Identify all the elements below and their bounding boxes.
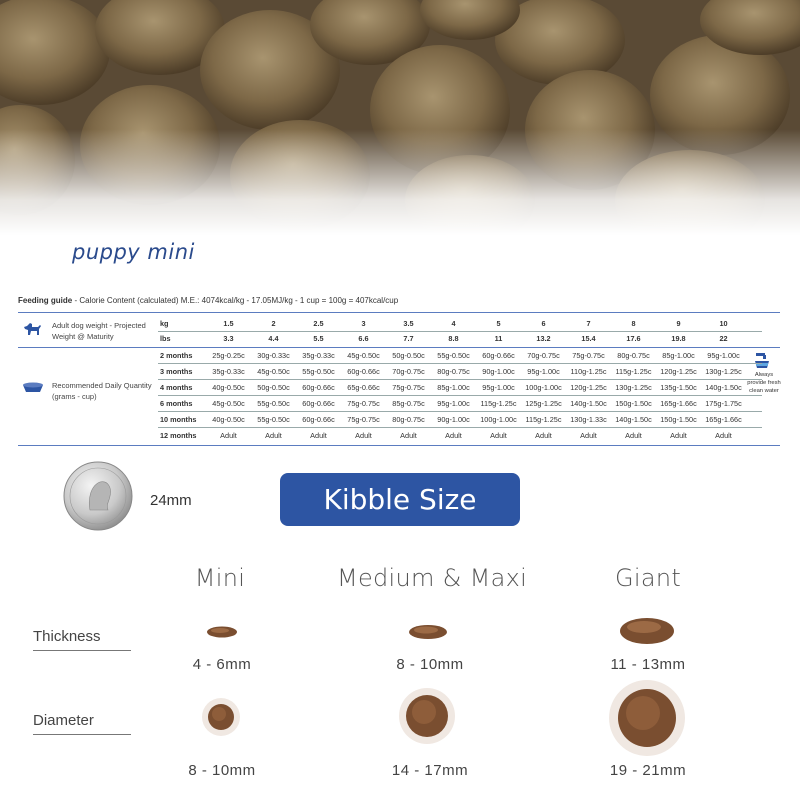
medium-maxi-kibble-thickness-icon: [406, 622, 450, 642]
feeding-table: [18, 312, 780, 446]
table-cell: 70g-0.75c: [527, 351, 560, 360]
table-cell: 17.6: [626, 334, 641, 343]
table-row: [158, 412, 762, 428]
table-cell: 75g-0.75c: [392, 383, 425, 392]
table-cell: Adult: [310, 431, 327, 440]
column-giant-title: Giant: [614, 564, 682, 592]
giant-kibble-diameter-icon: [604, 678, 690, 758]
table-cell: 2.5: [313, 319, 324, 328]
coin-size-label: 24mm: [150, 492, 192, 509]
table-cell: 55g-0.50c: [257, 415, 290, 424]
table-cell: 95g-1.00c: [437, 399, 470, 408]
table-cell: Adult: [670, 431, 687, 440]
table-cell: 80g-0.75c: [617, 351, 650, 360]
diameter-rule: [33, 734, 131, 735]
feeding-guide-heading: [18, 296, 398, 305]
table-cell: 55g-0.50c: [437, 351, 470, 360]
table-row: [158, 428, 762, 444]
table-cell: 100g-1.00c: [480, 415, 517, 424]
medium-maxi-kibble-diameter-icon: [396, 686, 458, 746]
adult-weight-label-line2: Weight @ Maturity: [52, 332, 114, 341]
table-cell: 3: [361, 319, 366, 328]
table-cell: 60g-0.66c: [302, 399, 335, 408]
table-cell: 10: [719, 319, 728, 328]
table-cell: 60g-0.66c: [347, 367, 380, 376]
table-cell: 115g-1.25c: [615, 367, 652, 376]
table-cell: 15.4: [581, 334, 596, 343]
row-label: 6 months: [160, 399, 193, 408]
table-cell: 7: [586, 319, 591, 328]
weight-kg-row: [158, 316, 762, 332]
table-cell: 6.6: [358, 334, 369, 343]
table-cell: 45g-0.50c: [257, 367, 290, 376]
daily-quantity-label-line1: Recommended Daily Quantity: [52, 381, 152, 390]
table-cell: 85g-0.75c: [392, 399, 425, 408]
giant-diameter-value: 19 - 21mm: [609, 762, 687, 779]
table-cell: 165g-1.66c: [660, 399, 697, 408]
calorie-content-text: - Calorie Content (calculated) M.E.: 4074kcal/kg - 17.05MJ/kg - 1 cup = 100g = 407kcal/cup: [72, 296, 399, 305]
table-cell: 140g-1.50c: [570, 399, 607, 408]
mini-thickness-value: 4 - 6mm: [192, 656, 252, 673]
fresh-water-line3: clean water: [749, 388, 779, 394]
table-row: [158, 348, 762, 364]
table-cell: 80g-0.75c: [437, 367, 470, 376]
row-label: 4 months: [160, 383, 193, 392]
table-cell: 60g-0.66c: [482, 351, 515, 360]
row-label: 12 months: [160, 431, 197, 440]
table-cell: 30g-0.33c: [257, 351, 290, 360]
quarter-coin-icon: [60, 460, 138, 532]
table-cell: Adult: [490, 431, 507, 440]
table-cell: 7.7: [403, 334, 414, 343]
table-cell: 110g-1.25c: [570, 367, 607, 376]
table-cell: 70g-0.75c: [392, 367, 425, 376]
medium-maxi-diameter-value: 14 - 17mm: [391, 762, 469, 779]
medium-maxi-thickness-value: 8 - 10mm: [396, 656, 464, 673]
table-cell: 50g-0.50c: [257, 383, 290, 392]
table-cell: 140g-1.50c: [705, 383, 742, 392]
table-cell: Adult: [265, 431, 282, 440]
table-cell: Adult: [445, 431, 462, 440]
column-medium-maxi-title: Medium & Maxi: [336, 564, 528, 592]
table-cell: 95g-1.00c: [707, 351, 740, 360]
table-cell: 3.5: [403, 319, 414, 328]
table-cell: 95g-1.00c: [527, 367, 560, 376]
table-cell: 95g-1.00c: [482, 383, 515, 392]
table-cell: 25g-0.25c: [212, 351, 245, 360]
hero-fade-overlay: [0, 0, 800, 235]
thickness-rule: [33, 650, 131, 651]
table-cell: 35g-0.33c: [212, 367, 245, 376]
table-cell: Adult: [715, 431, 732, 440]
table-cell: 120g-1.25c: [660, 367, 697, 376]
table-cell: 6: [541, 319, 546, 328]
table-cell: 4.4: [268, 334, 279, 343]
table-cell: 35g-0.33c: [302, 351, 335, 360]
table-row: [158, 364, 762, 380]
table-cell: 120g-1.25c: [570, 383, 607, 392]
table-cell: 150g-1.50c: [615, 399, 652, 408]
table-cell: 75g-0.75c: [572, 351, 605, 360]
table-cell: 75g-0.75c: [347, 399, 380, 408]
table-cell: 130g-1.33c: [570, 415, 607, 424]
table-cell: 4: [451, 319, 456, 328]
row-label: 10 months: [160, 415, 197, 424]
table-cell: Adult: [580, 431, 597, 440]
table-cell: Adult: [220, 431, 237, 440]
table-cell: 1.5: [223, 319, 234, 328]
table-cell: 85g-1.00c: [437, 383, 470, 392]
kibble-size-banner: Kibble Size: [280, 473, 520, 526]
table-cell: 45g-0.50c: [212, 399, 245, 408]
feeding-guide-title: Feeding guide: [18, 296, 73, 305]
table-cell: 115g-1.25c: [480, 399, 517, 408]
table-cell: 5.5: [313, 334, 324, 343]
fresh-water-line2: provide fresh: [747, 380, 781, 386]
dog-icon: [22, 321, 42, 337]
table-cell: Adult: [535, 431, 552, 440]
row-label: 2 months: [160, 351, 193, 360]
table-cell: 90g-1.00c: [482, 367, 515, 376]
fresh-water-line1: Always: [754, 372, 774, 378]
table-cell: 3.3: [223, 334, 234, 343]
table-cell: 8: [631, 319, 636, 328]
table-row: [158, 380, 762, 396]
mini-kibble-diameter-icon: [200, 696, 242, 738]
table-cell: 165g-1.66c: [705, 415, 742, 424]
table-cell: 19.8: [671, 334, 686, 343]
mini-kibble-thickness-icon: [204, 624, 240, 640]
bowl-icon: [22, 381, 44, 393]
giant-kibble-thickness-icon: [616, 614, 678, 648]
table-cell: 60g-0.66c: [302, 383, 335, 392]
table-cell: 85g-1.00c: [662, 351, 695, 360]
table-cell: 5: [496, 319, 501, 328]
table-cell: Adult: [400, 431, 417, 440]
adult-weight-label-line1: Adult dog weight - Projected: [52, 321, 146, 330]
table-cell: 60g-0.66c: [302, 415, 335, 424]
table-cell: 13.2: [536, 334, 551, 343]
table-cell: 65g-0.66c: [347, 383, 380, 392]
table-cell: 40g-0.50c: [212, 415, 245, 424]
table-cell: 90g-1.00c: [437, 415, 470, 424]
table-cell: Adult: [625, 431, 642, 440]
table-cell: 55g-0.50c: [302, 367, 335, 376]
giant-thickness-value: 11 - 13mm: [610, 656, 686, 673]
table-cell: 50g-0.50c: [392, 351, 425, 360]
table-cell: 40g-0.50c: [212, 383, 245, 392]
daily-quantity-label-line2: (grams - cup): [52, 392, 97, 401]
table-cell: 135g-1.50c: [660, 383, 697, 392]
row-label: kg: [160, 319, 169, 328]
table-cell: 125g-1.25c: [525, 399, 562, 408]
daily-quantity-label: [52, 380, 162, 402]
table-cell: 22: [719, 334, 728, 343]
table-cell: 75g-0.75c: [347, 415, 380, 424]
table-cell: 100g-1.00c: [525, 383, 562, 392]
table-cell: Adult: [355, 431, 372, 440]
table-cell: 9: [676, 319, 681, 328]
table-row: [158, 396, 762, 412]
thickness-label: Thickness: [33, 628, 101, 645]
table-cell: 130g-1.25c: [705, 367, 742, 376]
table-cell: 115g-1.25c: [525, 415, 562, 424]
table-cell: 55g-0.50c: [257, 399, 290, 408]
column-mini-title: Mini: [194, 564, 246, 592]
table-cell: 11: [494, 334, 503, 343]
weight-lbs-row: [158, 331, 762, 347]
table-cell: 130g-1.25c: [615, 383, 652, 392]
product-title: puppy mini: [72, 240, 195, 264]
table-cell: 45g-0.50c: [347, 351, 380, 360]
adult-weight-label: [52, 320, 162, 342]
row-label: 3 months: [160, 367, 193, 376]
table-cell: 150g-1.50c: [660, 415, 697, 424]
table-cell: 175g-1.75c: [705, 399, 742, 408]
diameter-label: Diameter: [33, 712, 94, 729]
table-cell: 8.8: [448, 334, 459, 343]
mini-diameter-value: 8 - 10mm: [188, 762, 256, 779]
table-cell: 2: [271, 319, 276, 328]
row-label: lbs: [160, 334, 171, 343]
table-cell: 140g-1.50c: [615, 415, 652, 424]
hero-kibble-photo: [0, 0, 800, 235]
table-cell: 80g-0.75c: [392, 415, 425, 424]
